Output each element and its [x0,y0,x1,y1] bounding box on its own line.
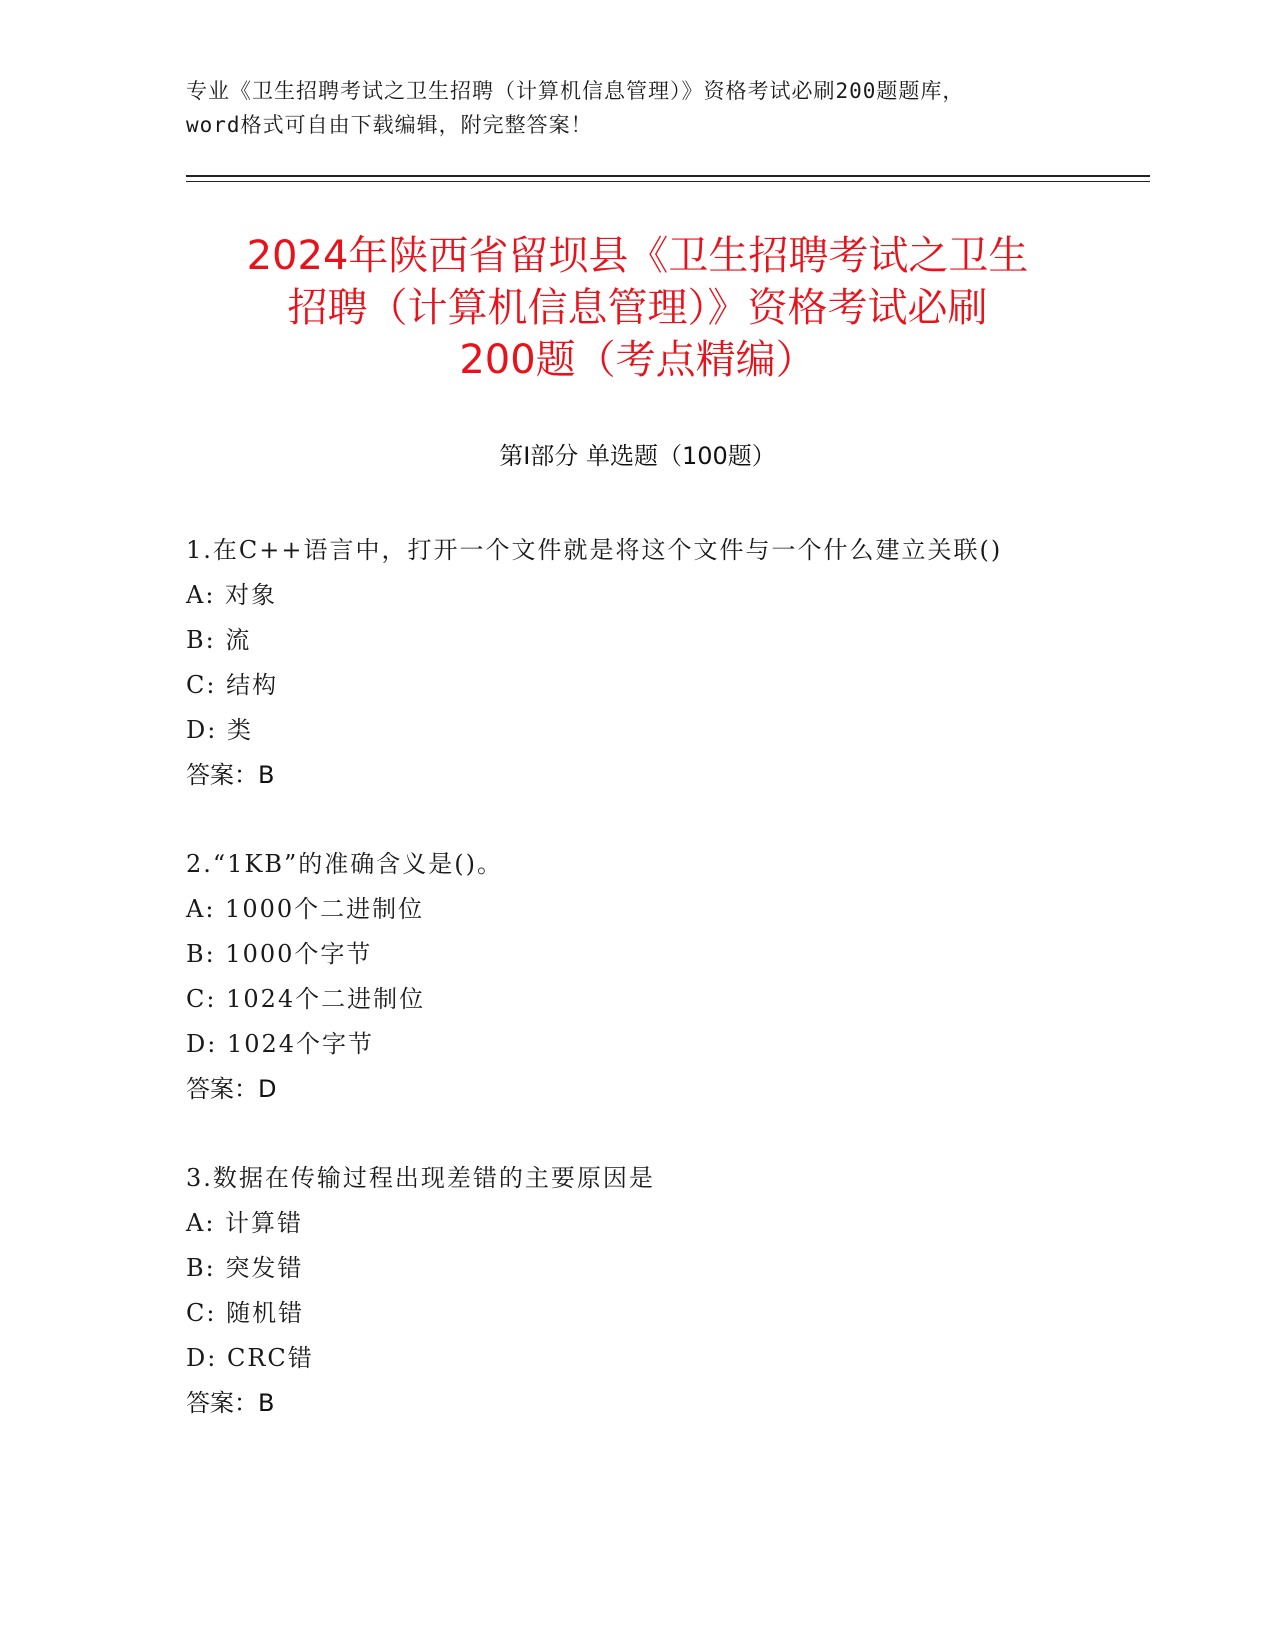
option-a: A: 计算错 [186,1209,304,1237]
question-list [186,528,1146,1470]
option-d: D: 类 [186,716,253,744]
option-d: D: 1024个字节 [186,1030,375,1058]
header-divider-thin [186,181,1150,182]
document-title-line-2: 招聘（计算机信息管理）》资格考试必刷 [287,285,988,331]
answer: 答案：B [186,1389,275,1417]
option-c: C: 1024个二进制位 [186,985,426,1013]
option-a: A: 1000个二进制位 [186,895,425,923]
option-b: B: 突发错 [186,1254,304,1282]
question-stem: 1.在C++语言中，打开一个文件就是将这个文件与一个什么建立关联() [186,536,1003,564]
option-c: C: 结构 [186,671,279,699]
header-note-line-1: 专业《卫生招聘考试之卫生招聘（计算机信息管理）》资格考试必刷200题题库， [186,79,965,103]
option-b: B: 1000个字节 [186,940,373,968]
document-title [150,230,1125,386]
question-1 [186,528,1146,798]
header-divider-thick [186,175,1150,177]
answer: 答案：B [186,761,275,789]
section-title: 第Ⅰ部分 单选题（100题） [499,442,776,470]
question-stem: 2.“1KB”的准确含义是()。 [186,850,503,878]
option-d: D: CRC错 [186,1344,314,1372]
question-3 [186,1156,1146,1426]
question-2 [186,842,1146,1112]
question-stem: 3.数据在传输过程出现差错的主要原因是 [186,1164,655,1192]
document-title-line-3: 200题（考点精编） [459,337,816,383]
option-c: C: 随机错 [186,1299,305,1327]
header-note [186,74,1086,142]
document-title-line-1: 2024年陕西省留坝县《卫生招聘考试之卫生 [246,233,1029,279]
option-a: A: 对象 [186,581,278,609]
option-b: B: 流 [186,626,252,654]
header-note-line-2: word格式可自由下载编辑，附完整答案！ [186,113,593,137]
answer: 答案：D [186,1075,277,1103]
